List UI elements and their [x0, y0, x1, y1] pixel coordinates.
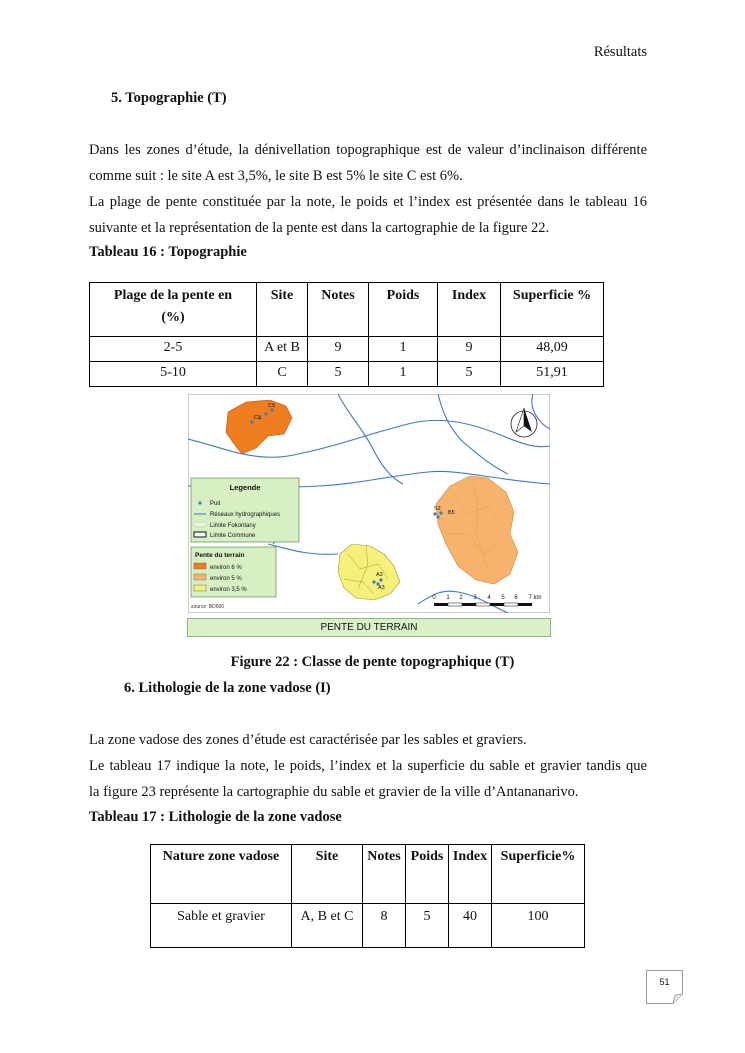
header-cell: Superficie % — [501, 283, 604, 337]
table-header-row — [151, 845, 585, 904]
table-cell: 1 — [369, 362, 438, 387]
scale-label: 2 — [459, 595, 463, 601]
header-text: Plage de la pente en — [113, 288, 233, 303]
table-cell: 51,91 — [501, 362, 604, 387]
scale-label: 3 — [473, 595, 477, 601]
table-cell: Sable et gravier — [151, 904, 292, 948]
header-cell: Poids — [406, 845, 449, 904]
header-cell: Index — [449, 845, 492, 904]
scale-label: 1 — [446, 595, 450, 601]
site-label: B5 — [448, 510, 455, 516]
header-cell: Nature zone vadose — [151, 845, 292, 904]
header-cell: Notes — [308, 283, 369, 337]
site-label: S2 — [434, 506, 441, 512]
table-cell: 40 — [449, 904, 492, 948]
section-6-heading: 6. Lithologie de la zone vadose (I) — [124, 680, 331, 696]
header-cell: Superficie% — [492, 845, 585, 904]
header-cell: Poids — [369, 283, 438, 337]
table-cell: 1 — [369, 337, 438, 362]
header-cell — [90, 283, 257, 337]
table-cell: 2-5 — [90, 337, 257, 362]
section-6-paragraph — [89, 727, 647, 805]
table-cell: 9 — [438, 337, 501, 362]
table-16-caption: Tableau 16 : Topographie — [89, 244, 247, 260]
page-number-box — [646, 970, 683, 1004]
map-banner: PENTE DU TERRAIN — [187, 618, 551, 637]
slope-legend-item: environ 5 % — [210, 576, 242, 582]
header-cell: Site — [292, 845, 363, 904]
header-cell: Notes — [363, 845, 406, 904]
table-cell: A, B et C — [292, 904, 363, 948]
site-label: C5 — [268, 403, 276, 409]
figure-22-caption: Figure 22 : Classe de pente topographique (T) — [230, 654, 515, 670]
text-line: la figure 23 représente la cartographie du sable et gravier de la ville d’Antananarivo. — [89, 784, 579, 800]
header-cell: Index — [438, 283, 501, 337]
table-header-row — [90, 283, 604, 337]
legend-item: Limite Fokontany — [210, 523, 256, 529]
slope-legend — [191, 547, 276, 597]
section-5-heading: 5. Topographie (T) — [111, 90, 227, 106]
page-number: 51 — [659, 977, 670, 987]
map-legend — [191, 478, 299, 542]
scale-label: 4 — [487, 595, 491, 601]
site-label: A3 — [376, 572, 383, 578]
table-17 — [150, 844, 585, 948]
text-line: Le tableau 17 indique la note, le poids, l’index et la superficie du sable et gravier tandis que — [89, 758, 647, 774]
site-label: A3 — [378, 585, 385, 591]
legend-item: Limite Commune — [210, 533, 256, 539]
slope-map — [188, 394, 550, 613]
text-line: suivante et la représentation de la pente est dans la cartographie de la figure 22. — [89, 220, 550, 236]
slope-legend-item: environ 3,5 % — [210, 587, 247, 593]
slope-legend-item: environ 6 % — [210, 565, 242, 571]
running-header: Résultats — [593, 44, 647, 60]
table-16 — [89, 282, 604, 387]
table-cell: 48,09 — [501, 337, 604, 362]
text-line: Dans les zones d’étude, la dénivellation topographique est de valeur d’inclinaison différente — [89, 142, 647, 158]
scale-label: 5 — [501, 595, 505, 601]
text-line: La zone vadose des zones d’étude est caractérisée par les sables et graviers. — [89, 732, 527, 748]
site-label: C1 — [254, 415, 262, 421]
table-17-caption: Tableau 17 : Lithologie de la zone vadose — [89, 809, 342, 825]
table-cell: 100 — [492, 904, 585, 948]
text-line: comme suit : le site A est 3,5%, le site B est 5% le site C est 6%. — [89, 168, 463, 184]
map-source: source: BD500 — [191, 604, 225, 610]
table-cell: 8 — [363, 904, 406, 948]
table-row — [90, 337, 604, 362]
legend-title: Legende — [229, 483, 261, 492]
legend-item: Réseaux hydrographiques — [210, 512, 281, 518]
table-cell: 9 — [308, 337, 369, 362]
table-cell: 5-10 — [90, 362, 257, 387]
table-row — [90, 362, 604, 387]
legend-item: Puit — [210, 501, 221, 507]
table-row — [151, 904, 585, 948]
header-text: (%) — [161, 310, 185, 325]
header-cell: Site — [257, 283, 308, 337]
table-cell: C — [257, 362, 308, 387]
scale-label: 0 — [432, 595, 436, 601]
table-cell: A et B — [257, 337, 308, 362]
table-cell: 5 — [438, 362, 501, 387]
scale-label: 7 km — [528, 595, 542, 601]
scale-label: 6 — [514, 595, 518, 601]
slope-legend-title: Pente du terrain — [195, 552, 245, 559]
section-5-paragraph — [89, 137, 647, 241]
table-cell: 5 — [308, 362, 369, 387]
text-line: La plage de pente constituée par la note, le poids et l’index est présentée dans le tableau 16 — [89, 194, 647, 210]
table-cell: 5 — [406, 904, 449, 948]
